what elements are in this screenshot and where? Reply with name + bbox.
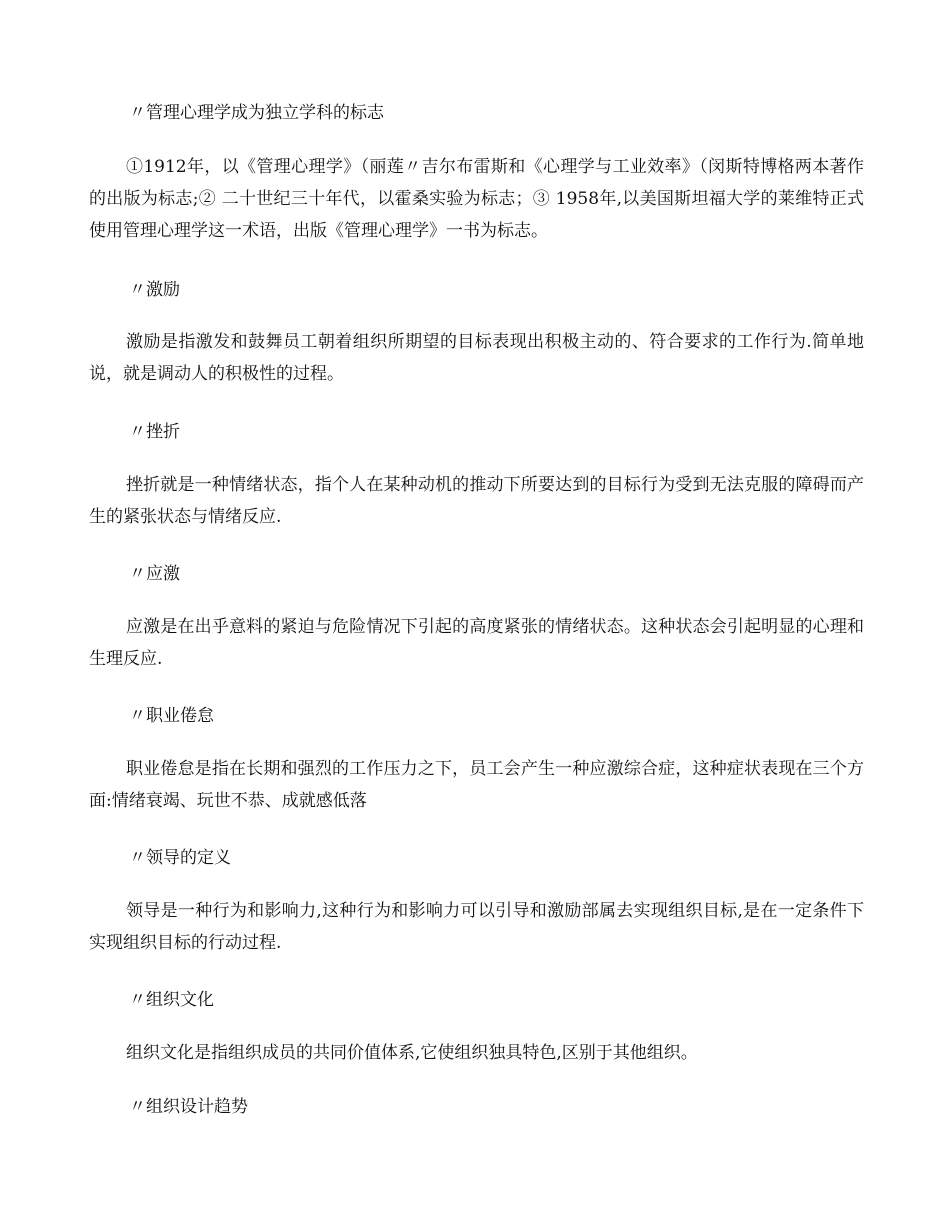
section-heading: 〃领导的定义 (129, 848, 231, 868)
section-paragraph: 应激是在出乎意料的紧迫与危险情况下引起的高度紧张的情绪状态。这种状态会引起明显的心理和生理反应. (89, 617, 864, 669)
section-paragraph: 组织文化是指组织成员的共同价值体系,它使组织独具特色,区别于其他组织。 (126, 1043, 698, 1063)
section-paragraph: 挫折就是一种情绪状态，指个人在某种动机的推动下所要达到的目标行为受到无法克服的障碍而产生的紧张状态与情绪反应. (89, 475, 864, 527)
section-paragraph: 领导是一种行为和影响力,这种行为和影响力可以引导和激励部属去实现组织目标,是在一定条件下实现组织目标的行动过程. (89, 901, 864, 953)
section-paragraph: 激励是指激发和鼓舞员工朝着组织所期望的目标表现出积极主动的、符合要求的工作行为.简单地说，就是调动人的积极性的过程。 (89, 332, 864, 384)
section-heading: 〃管理心理学成为独立学科的标志 (129, 103, 384, 123)
section-heading: 〃职业倦怠 (129, 706, 214, 726)
section-heading: 〃挫折 (129, 422, 180, 442)
section-paragraph: 职业倦怠是指在长期和强烈的工作压力之下，员工会产生一种应激综合症，这种症状表现在三个方面:情绪衰竭、玩世不恭、成就感低落 (89, 759, 864, 811)
section-heading: 〃组织设计趋势 (129, 1097, 248, 1117)
section-heading: 〃组织文化 (129, 990, 214, 1010)
section-heading: 〃激励 (129, 280, 180, 300)
section-heading: 〃应激 (129, 564, 180, 584)
section-paragraph: ①1912年，以《管理心理学》（丽莲〃吉尔布雷斯和《心理学与工业效率》（闵斯特博格两本著作的出版为标志;② 二十世纪三十年代，以霍桑实验为标志；③ 1958年,以美国斯坦福大学的莱维特正式使用管理心理学这一术语，出版《管理心理学》一书为标志。 (89, 157, 864, 241)
